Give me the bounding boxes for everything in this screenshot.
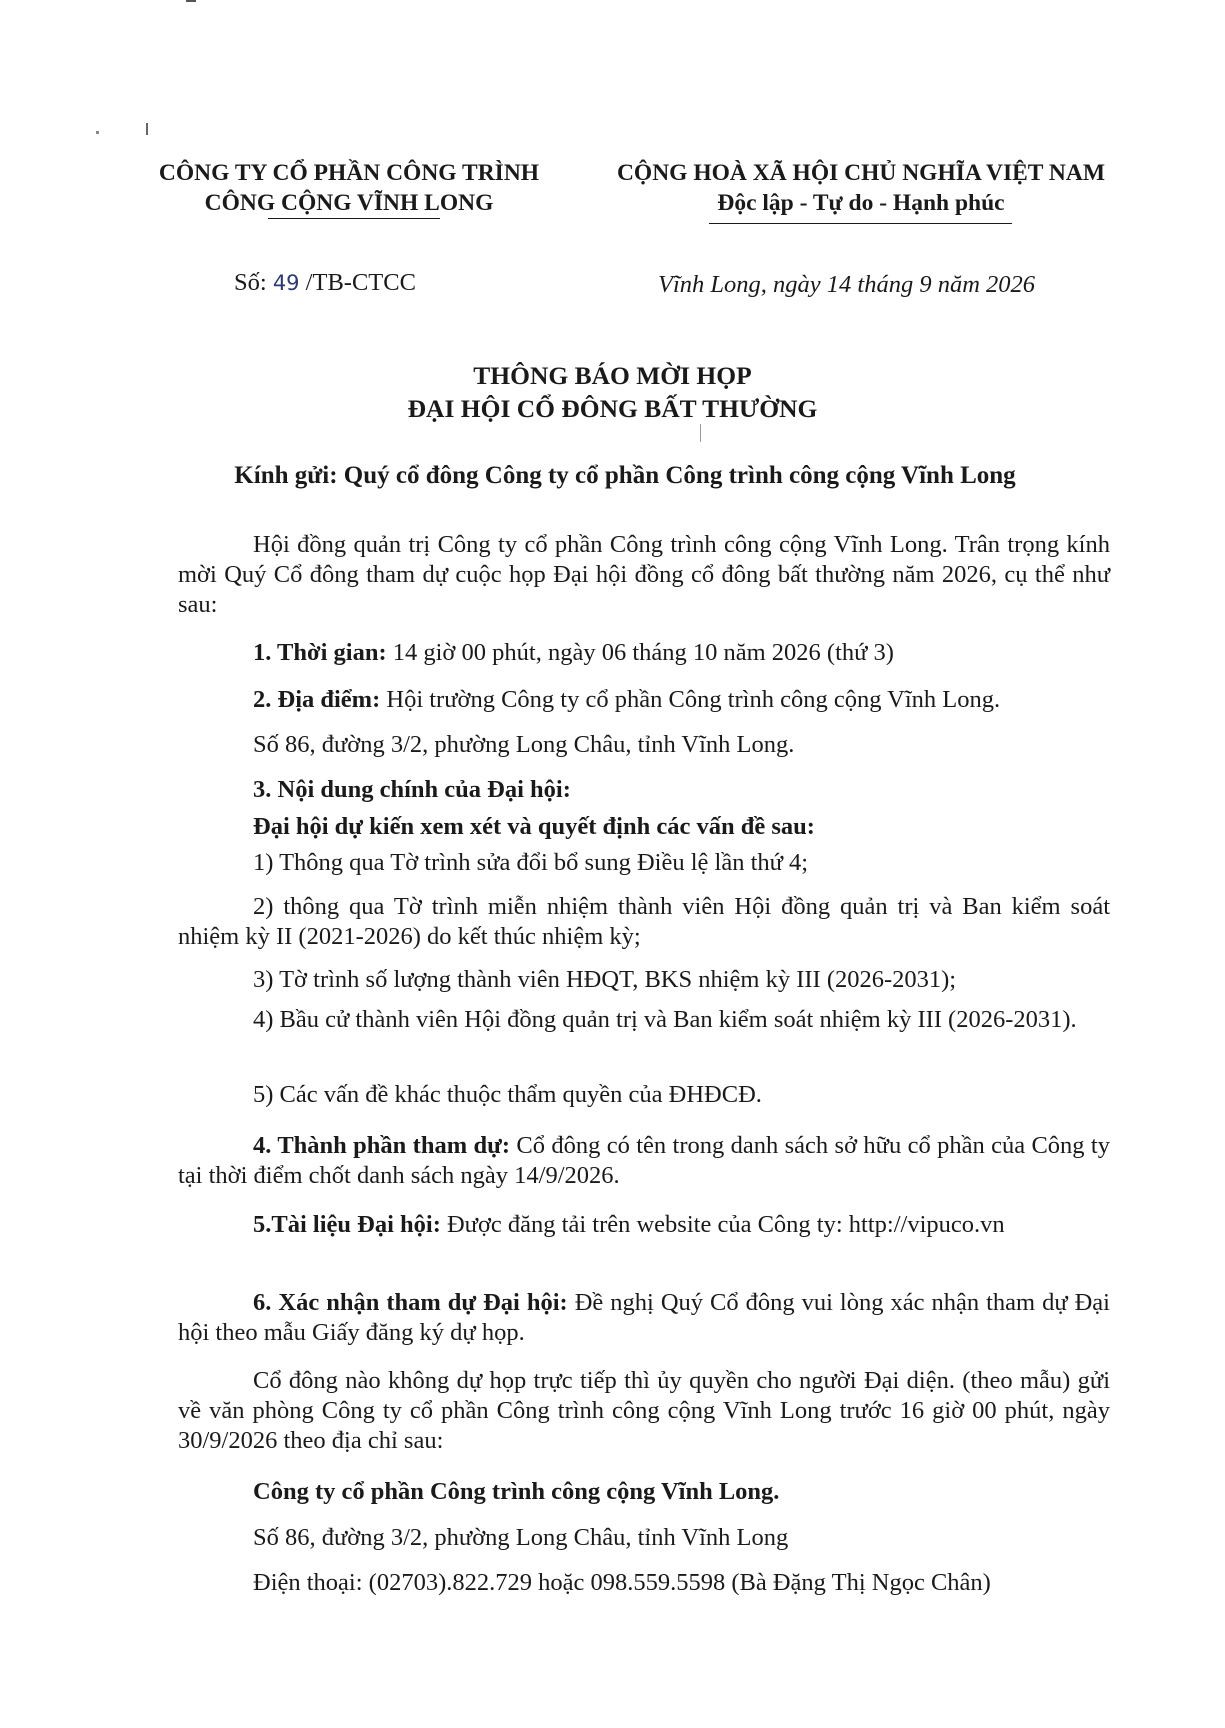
contact-company: Công ty cổ phần Công trình công cộng Vĩnh Long. [253,1478,780,1505]
document-number-handwritten: 49 [272,271,300,295]
national-motto: Độc lập - Tự do - Hạnh phúc [717,190,1005,216]
contact-address: Số 86, đường 3/2, phường Long Châu, tỉnh Vĩnh Long [253,1524,789,1551]
item-time-value: 14 giờ 00 phút, ngày 06 tháng 10 năm 2026 (thứ 3) [386,639,894,666]
item-place-address: Số 86, đường 3/2, phường Long Châu, tỉnh Vĩnh Long. [253,731,795,758]
scan-mark [96,131,99,134]
scan-mark [186,0,196,2]
proxy-paragraph: Cổ đông nào không dự họp trực tiếp thì ủy quyền cho người Đại diện. (theo mẫu) gửi về văn phòng Công ty cổ phần Công trình công cộng Vĩnh Long trước 16 giờ 00 phút, ngày 30/9/2026 theo địa chỉ sau: [178,1367,1110,1454]
agenda-item-1: 1) Thông qua Tờ trình sửa đổi bổ sung Điều lệ lần thứ 4; [253,849,809,876]
place-and-date: Vĩnh Long, ngày 14 tháng 9 năm 2026 [658,271,1036,298]
item-time-label: 1. Thời gian: [253,639,387,666]
agenda-item-4: 4) Bầu cử thành viên Hội đồng quản trị và Ban kiểm soát nhiệm kỳ III (2026-2031). [253,1006,1077,1033]
item-confirmation-label: 6. Xác nhận tham dự Đại hội: [253,1289,568,1316]
notice-title: THÔNG BÁO MỜI HỌP [473,361,752,390]
item-participants-value: Cổ đông có tên trong danh sách sở hữu cổ phần của Công ty tại thời điểm chốt danh sách ngày 14/9/2026. [178,1132,1110,1189]
item-confirmation [178,1288,1110,1348]
item-documents-value: Được đăng tải trên website của Công ty: http://vipuco.vn [440,1211,1005,1238]
notice-subtitle: ĐẠI HỘI CỔ ĐÔNG BẤT THƯỜNG [407,394,818,423]
document-number [234,268,416,298]
item-confirmation-value: Đề nghị Quý Cổ đông vui lòng xác nhận tham dự Đại hội theo mẫu Giấy đăng ký dự họp. [178,1289,1110,1346]
company-name-line2: CÔNG CỘNG VĨNH LONG [204,190,494,216]
agenda-item-5: 5) Các vấn đề khác thuộc thẩm quyền của ĐHĐCĐ. [253,1081,762,1108]
item-documents-label: 5.Tài liệu Đại hội: [253,1211,441,1238]
agenda-item-2: 2) thông qua Tờ trình miễn nhiệm thành viên Hội đồng quản trị và Ban kiểm soát nhiệm kỳ II (2021-2026) do kết thúc nhiệm kỳ; [178,893,1110,950]
item-place [253,685,1000,715]
item-place-label: 2. Địa điểm: [253,686,381,713]
document-number-prefix: Số: [234,269,273,296]
document-number-suffix: /TB-CTCC [299,269,416,296]
company-name-line1: CÔNG TY CỔ PHẦN CÔNG TRÌNH [158,160,540,186]
item-participants-label: 4. Thành phần tham dự: [253,1132,510,1159]
national-motto-underline [709,223,1012,224]
agenda-item-3: 3) Tờ trình số lượng thành viên HĐQT, BKS nhiệm kỳ III (2026-2031); [253,966,957,993]
contact-phone: Điện thoại: (02703).822.729 hoặc 098.559.5598 (Bà Đặng Thị Ngọc Chân) [253,1569,991,1596]
item-content-label: 3. Nội dung chính của Đại hội: [253,776,571,803]
national-name: CỘNG HOÀ XÃ HỘI CHỦ NGHĨA VIỆT NAM [616,160,1106,186]
recipient-line: Kính gửi: Quý cổ đông Công ty cổ phần Công trình công cộng Vĩnh Long [234,462,1016,489]
item-time [253,638,894,668]
item-participants [178,1131,1110,1191]
item-documents [178,1210,1110,1240]
item-content-subheading: Đại hội dự kiến xem xét và quyết định các vấn đề sau: [253,813,815,840]
item-place-value: Hội trường Công ty cổ phần Công trình công cộng Vĩnh Long. [380,686,1001,713]
intro-paragraph: Hội đồng quản trị Công ty cổ phần Công trình công cộng Vĩnh Long. Trân trọng kính mời Quý Cổ đông tham dự cuộc họp Đại hội đồng cổ đông bất thường năm 2026, cụ thể như sau: [178,531,1110,618]
scan-mark [146,123,148,135]
company-name-underline [268,218,440,219]
scan-mark [700,424,701,442]
